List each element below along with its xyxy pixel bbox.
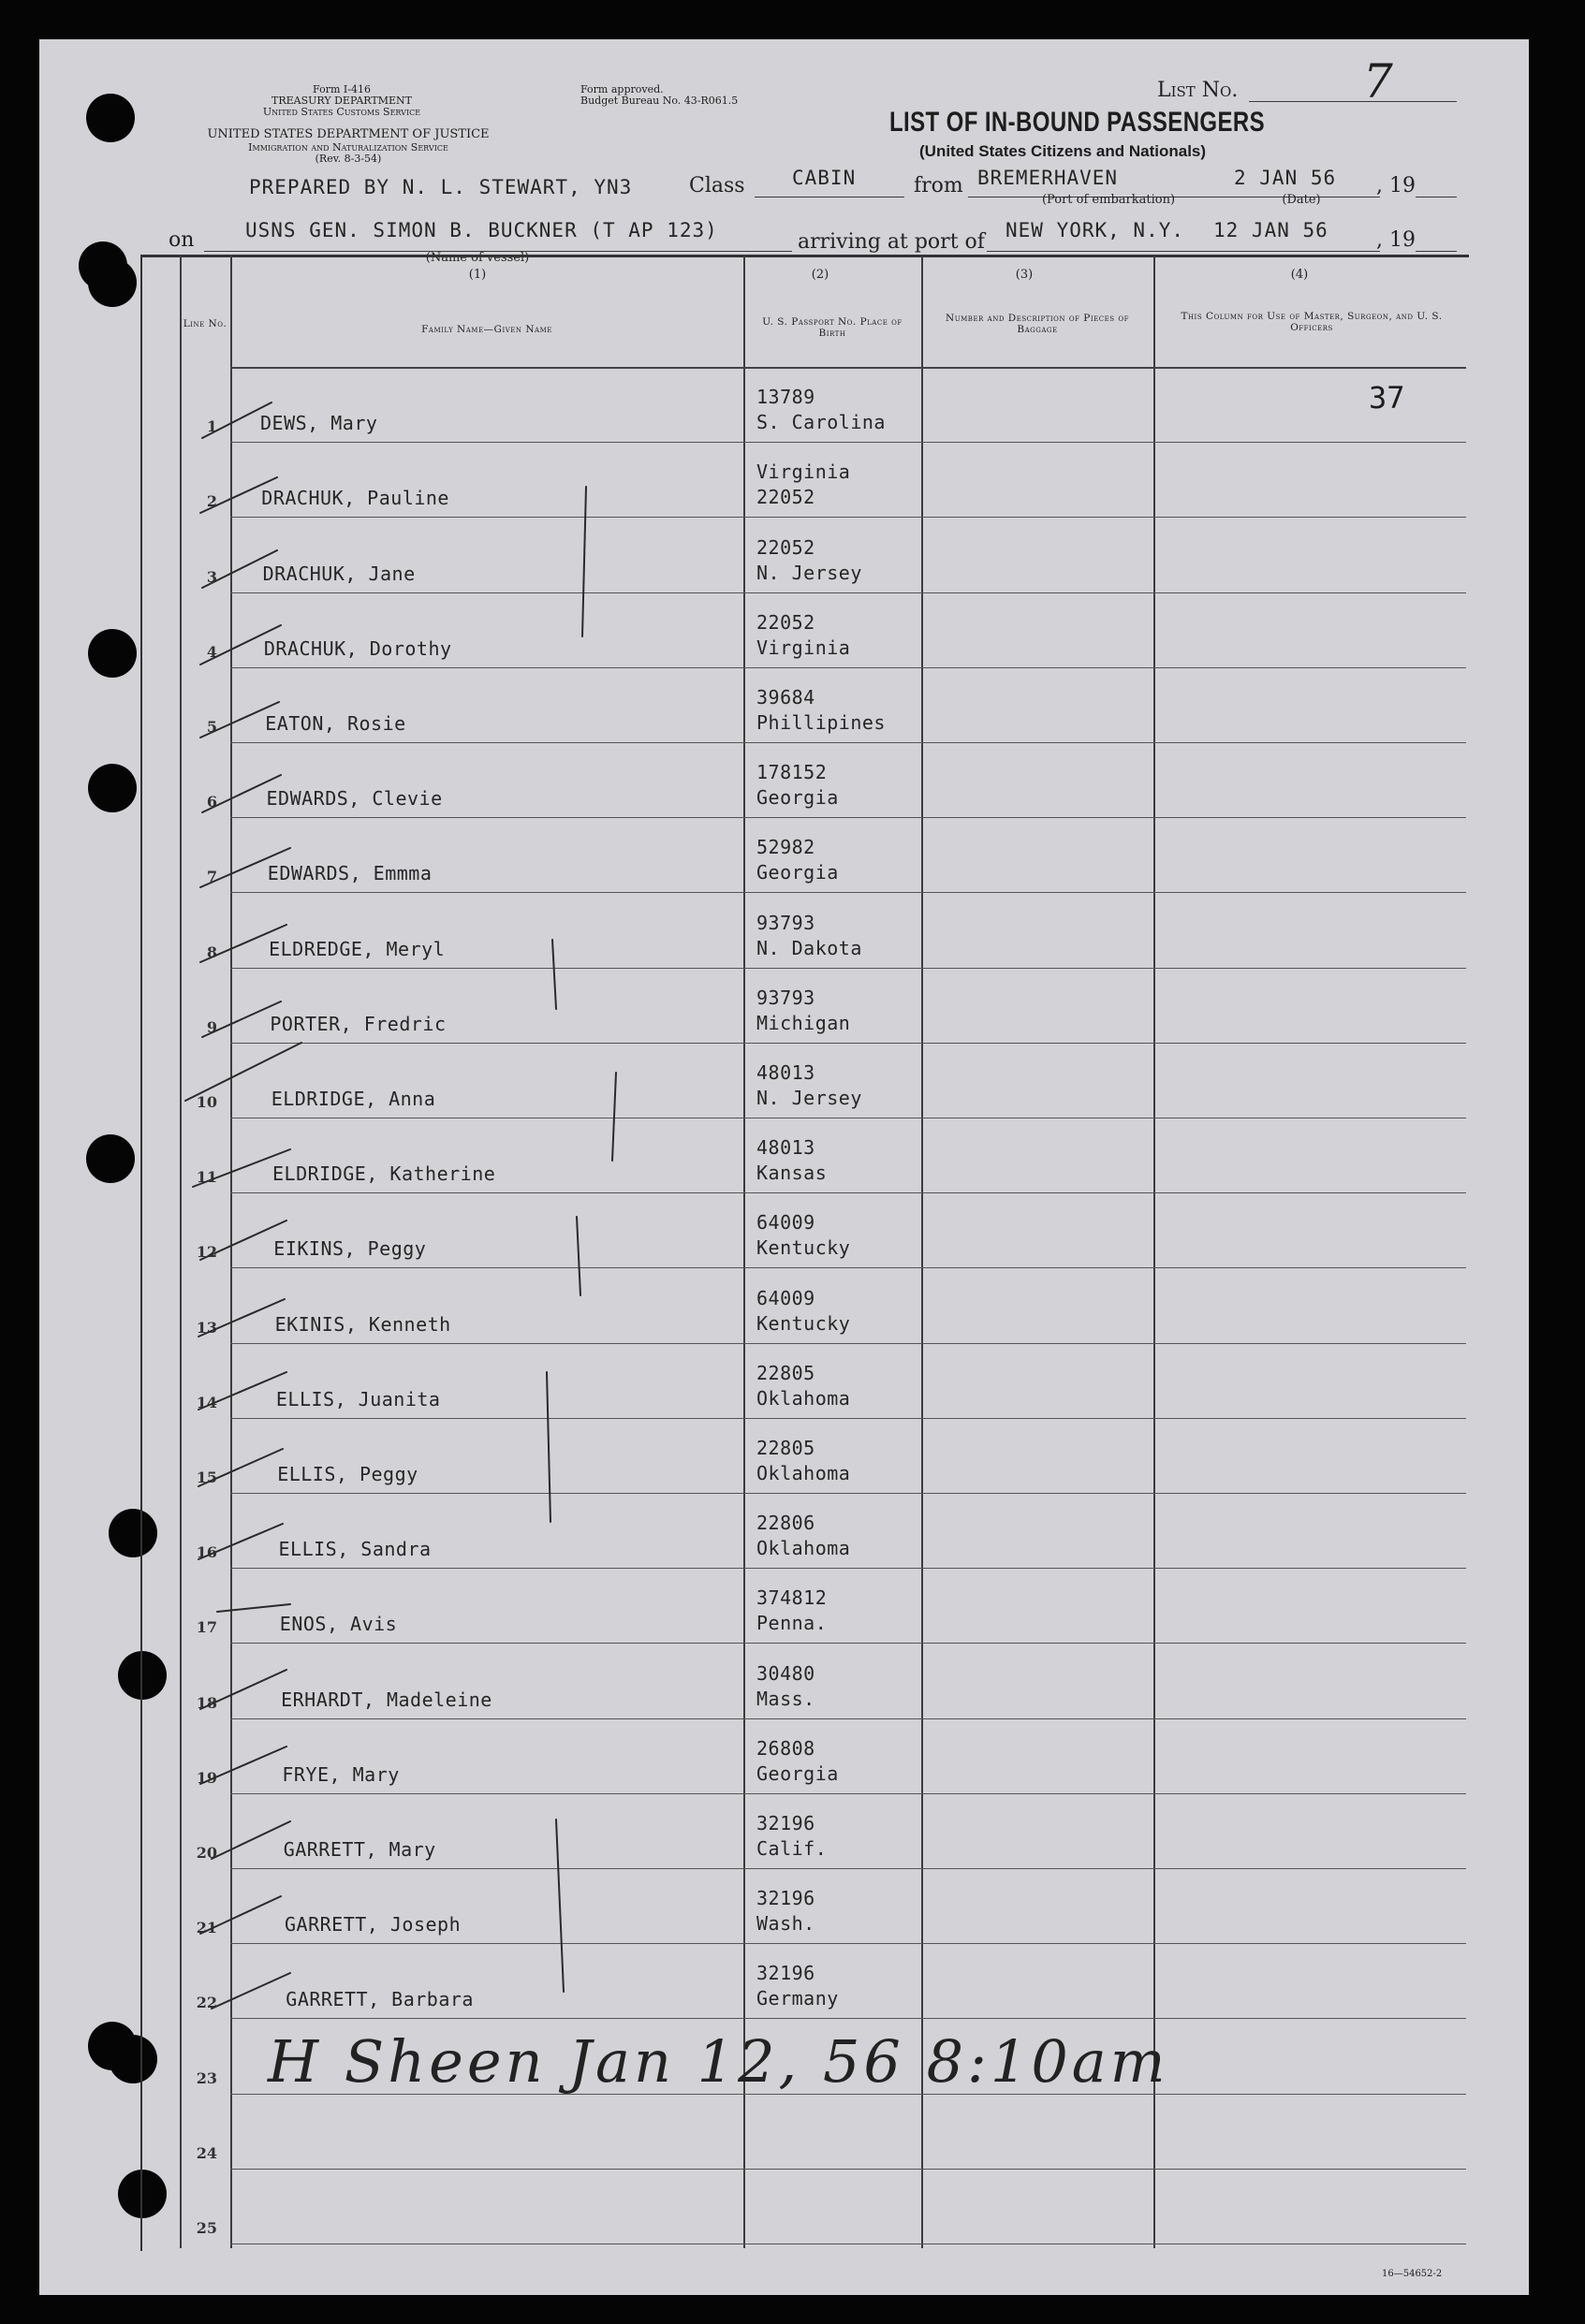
line-number: 4 [206,643,217,661]
embarkation-caption: (Port of embarkation) [1041,193,1176,207]
line-number: 15 [196,1469,217,1486]
place-of-birth: Penna. [756,1612,828,1634]
passport-number: 178152 [756,761,828,783]
place-of-birth: Oklahoma [756,1387,851,1410]
place-of-birth: Oklahoma [756,1537,851,1559]
passport-number: 22805 [756,1362,815,1384]
place-of-birth: Wash. [756,1912,815,1935]
passenger-name: EATON, Rosie [265,712,406,735]
passport-number: 64009 [756,1287,815,1309]
line-number: 24 [196,2144,217,2162]
passenger-name: ELLIS, Sandra [278,1538,432,1560]
passenger-name: DEWS, Mary [260,412,378,434]
passenger-name: ERHARDT, Madeleine [281,1688,492,1711]
place-of-birth: Michigan [756,1012,851,1034]
line-number: 25 [196,2219,217,2237]
line-number: 22 [196,1994,217,2011]
line-number: 3 [206,568,217,586]
handwritten-signature-note: H Sheen Jan 12, 56 8:10am [268,2027,1169,2096]
passenger-name: EIKINS, Peggy [273,1237,427,1260]
passport-number: 26808 [756,1737,815,1760]
line-number: 9 [206,1018,217,1036]
arrival-date: 12 JAN 56 [1213,219,1328,241]
column-header-officers: This Column for Use of Master, Surgeon, and U. S. Officers [1181,311,1443,333]
justice-department: UNITED STATES DEPARTMENT OF JUSTICE [207,127,490,141]
budget-bureau: Budget Bureau No. 43-R061.5 [580,95,739,107]
line-number: 20 [196,1844,217,1862]
line-number: 1 [206,417,217,435]
line-number: 23 [196,2069,217,2087]
class-value: CABIN [792,167,857,189]
passenger-name: GARRETT, Barbara [286,1988,474,2010]
on-label: on [169,228,195,252]
line-number: 12 [196,1243,217,1261]
passenger-name: ELLIS, Juanita [275,1388,441,1410]
place-of-birth: 22052 [756,486,815,508]
line-number: 16 [196,1543,217,1561]
passenger-name: ELDRIDGE, Anna [271,1088,436,1110]
place-of-birth: Kansas [756,1162,828,1184]
treasury-department: TREASURY DEPARTMENT [272,95,412,107]
footer-code: 16—54652-2 [1382,2269,1443,2279]
place-of-birth: Mass. [756,1688,815,1710]
customs-service: United States Customs Service [262,106,421,118]
passport-number: 48013 [756,1136,815,1159]
list-no-label: List No. [1157,79,1239,102]
line-number: 14 [196,1394,217,1411]
line-number: 19 [196,1769,217,1787]
place-of-birth: Georgia [756,861,839,884]
line-number: 17 [196,1618,217,1636]
place-of-birth: Kentucky [756,1236,851,1259]
passport-number: 32196 [756,1962,815,1984]
passport-number: 22052 [756,536,815,559]
place-of-birth: N. Jersey [756,1087,862,1109]
line-number: 8 [206,943,217,961]
place-of-birth: Calif. [756,1837,828,1860]
passenger-name: DRACHUK, Jane [262,563,416,585]
passport-number: Virginia [756,460,851,483]
column-header-line-no: Line No. [183,318,227,329]
passport-number: 64009 [756,1211,815,1234]
passport-number: 93793 [756,987,815,1009]
line-number: 10 [196,1093,217,1111]
place-of-birth: N. Jersey [756,562,862,584]
passport-number: 93793 [756,912,815,934]
passenger-name: ELDRIDGE, Katherine [272,1162,496,1185]
passenger-name: GARRETT, Joseph [285,1913,462,1936]
officer-count: 37 [1369,380,1405,416]
line-number: 5 [206,718,217,736]
column-number: (2) [811,268,829,282]
column-number: (4) [1290,268,1309,282]
passport-number: 22052 [756,611,815,634]
passenger-name: DRACHUK, Dorothy [263,637,452,660]
vessel-name: USNS GEN. SIMON B. BUCKNER (T AP 123) [245,219,718,241]
passenger-name: EKINIS, Kenneth [274,1313,451,1336]
passenger-name: EDWARDS, Clevie [266,787,443,810]
passport-number: 32196 [756,1887,815,1909]
column-number: (3) [1015,268,1034,282]
embarkation-port: BREMERHAVEN [977,167,1119,189]
year-label: , 19 [1376,228,1416,252]
place-of-birth: S. Carolina [756,411,886,433]
place-of-birth: Georgia [756,1762,839,1785]
page-title: LIST OF IN-BOUND PASSENGERS [889,107,1266,138]
place-of-birth: Germany [756,1987,839,2010]
passport-number: 374812 [756,1586,828,1609]
departure-date: 2 JAN 56 [1234,167,1337,189]
date-caption: (Date) [1282,193,1321,207]
vessel-caption: (Name of vessel) [425,251,530,265]
passport-number: 52982 [756,836,815,858]
line-number: 2 [206,492,217,510]
column-header-passport: U. S. Passport No. Place of Birth [762,316,903,339]
passport-number: 48013 [756,1061,815,1084]
form-approved: Form approved. [580,83,664,95]
place-of-birth: Phillipines [756,711,886,734]
passport-number: 22806 [756,1512,815,1534]
passport-number: 32196 [756,1812,815,1834]
passenger-name: PORTER, Fredric [270,1013,447,1035]
line-number: 21 [196,1919,217,1937]
line-number: 18 [196,1694,217,1712]
passenger-name: DRACHUK, Pauline [261,487,449,509]
from-label: from [914,174,963,197]
passenger-name: ENOS, Avis [279,1613,398,1635]
line-number: 13 [196,1319,217,1337]
arrival-port: NEW YORK, N.Y. [1005,219,1185,241]
passenger-name: ELDREDGE, Meryl [269,938,446,960]
arriving-label: arriving at port of [798,230,985,254]
passport-number: 22805 [756,1437,815,1459]
place-of-birth: Kentucky [756,1312,851,1335]
revision-date: (Rev. 8-3-54) [315,153,382,165]
passenger-name: GARRETT, Mary [283,1838,436,1861]
prepared-by: PREPARED BY N. L. STEWART, YN3 [249,176,633,198]
list-no-value: 7 [1363,54,1393,109]
year-label: , 19 [1376,174,1416,197]
passenger-name: FRYE, Mary [282,1763,400,1786]
place-of-birth: Virginia [756,636,851,659]
page-subtitle: (United States Citizens and Nationals) [919,142,1207,160]
passport-number: 30480 [756,1662,815,1685]
line-number: 11 [196,1168,217,1186]
immigration-service: Immigration and Naturalization Service [248,141,448,153]
place-of-birth: N. Dakota [756,937,862,959]
passenger-name: EDWARDS, Emmma [267,862,433,884]
column-header-baggage: Number and Description of Pieces of Baggage [946,313,1129,335]
form-number: Form I-416 [313,83,371,95]
line-number: 6 [206,793,217,811]
column-header-name: Family Name—Given Name [421,324,552,335]
column-number: (1) [468,268,487,282]
line-number: 7 [206,868,217,885]
place-of-birth: Georgia [756,786,839,809]
passenger-name: ELLIS, Peggy [277,1463,418,1485]
class-label: Class [689,174,745,197]
passport-number: 13789 [756,386,815,408]
passport-number: 39684 [756,686,815,709]
place-of-birth: Oklahoma [756,1462,851,1484]
